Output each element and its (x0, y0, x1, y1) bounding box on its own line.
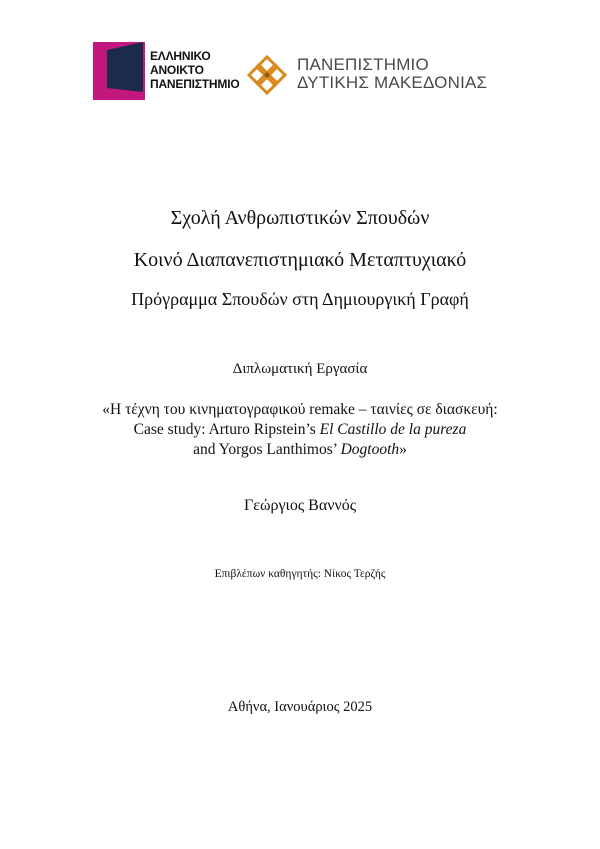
thesis-title-line3-text: and Yorgos Lanthimos’ (193, 441, 341, 458)
program-name-line1: Κοινό Διαπανεπιστημιακό Μεταπτυχιακό (133, 249, 467, 271)
hou-logo-text (150, 49, 239, 91)
supervisor: Επιβλέπων καθηγητής: Νίκος Τερζής (214, 568, 386, 580)
thesis-title-film2: Dogtooth (340, 441, 400, 458)
thesis-title-closing-quote: » (399, 441, 407, 458)
program-name-line2: Πρόγραμμα Σπουδών στη Δημιουργική Γραφή (131, 289, 469, 309)
thesis-title-line1: «Η τέχνη του κινηματογραφικού remake – ταινίες σε διασκευή: (102, 401, 498, 418)
uowm-logo-line1: ΠΑΝΕΠΙΣΤΗΜΙΟ (297, 55, 429, 74)
author-name: Γεώργιος Βαννός (243, 497, 357, 514)
university-western-macedonia-logo (245, 55, 505, 95)
hou-logo-line2: ΑΝΟΙΚΤΟ (150, 63, 204, 77)
uowm-knot-emblem-icon (245, 55, 289, 95)
hou-logo-line1: ΕΛΛΗΝΙΚΟ (150, 49, 211, 63)
uowm-logo-text (297, 56, 487, 92)
hou-emblem-icon (93, 42, 149, 100)
place-and-date: Αθήνα, Ιανουάριος 2025 (227, 699, 373, 715)
thesis-title-line2 (0, 420, 600, 440)
thesis-title-film1: El Castillo de la pureza (319, 421, 467, 438)
thesis-title-line3 (0, 440, 600, 460)
thesis-type: Διπλωματική Εργασία (232, 361, 368, 377)
hou-logo-line3: ΠΑΝΕΠΙΣΤΗΜΙΟ (150, 77, 240, 91)
thesis-title-line2-text: Case study: Arturo Ripstein’s (133, 421, 320, 438)
thesis-title (0, 400, 600, 460)
uowm-logo-line2: ΔΥΤΙΚΗΣ ΜΑΚΕΔΟΝΙΑΣ (297, 73, 488, 92)
school-name: Σχολή Ανθρωπιστικών Σπουδών (170, 207, 430, 229)
hellenic-open-university-logo (93, 42, 243, 100)
